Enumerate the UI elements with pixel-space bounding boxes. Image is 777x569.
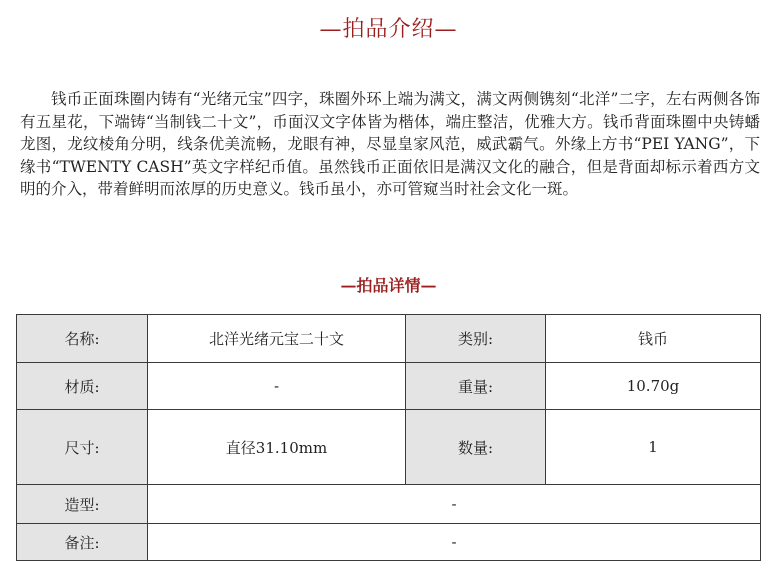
category-value: 钱币 [546, 315, 761, 363]
table-row [17, 410, 761, 485]
name-label: 名称: [17, 315, 148, 363]
remarks-value: - [148, 524, 761, 561]
material-value: - [148, 363, 406, 410]
intro-section-title: —拍品介绍— [319, 17, 458, 42]
shape-label: 造型: [17, 485, 148, 524]
weight-label: 重量: [406, 363, 546, 410]
size-value: 直径31.10mm [148, 410, 406, 485]
quantity-value: 1 [546, 410, 761, 485]
table-row [17, 485, 761, 524]
remarks-label: 备注: [17, 524, 148, 561]
weight-value: 10.70g [546, 363, 761, 410]
shape-value: - [148, 485, 761, 524]
table-row [17, 363, 761, 410]
size-label: 尺寸: [17, 410, 148, 485]
material-label: 材质: [17, 363, 148, 410]
table-row [17, 524, 761, 561]
intro-paragraph: 钱币正面珠圈内铸有“光绪元宝”四字，珠圈外环上端为满文，满文两侧镌刻“北洋”二字，左右两侧各饰有五星花，下端铸“当制钱二十文”，币面汉文字体皆为楷体，端庄整洁，优雅大方。钱币背面珠圈中央铸蟠龙图，龙纹棱角分明，线条优美流畅，龙眼有神，尽显皇家风范，威武霸气。外缘上方书“PEI YANG”，下缘书“TWENTY CASH”英文字样纪币值。虽然钱币正面依旧是满汉文化的融合，但是背面却标示着西方文明的介入，带着鲜明而浓厚的历史意义。钱币虽小，亦可管窥当时社会文化一斑。 [20, 90, 760, 198]
category-label: 类别: [406, 315, 546, 363]
details-table [16, 314, 761, 561]
table-row [17, 315, 761, 363]
details-section-title: —拍品详情— [340, 276, 437, 295]
name-value: 北洋光绪元宝二十文 [148, 315, 406, 363]
quantity-label: 数量: [406, 410, 546, 485]
